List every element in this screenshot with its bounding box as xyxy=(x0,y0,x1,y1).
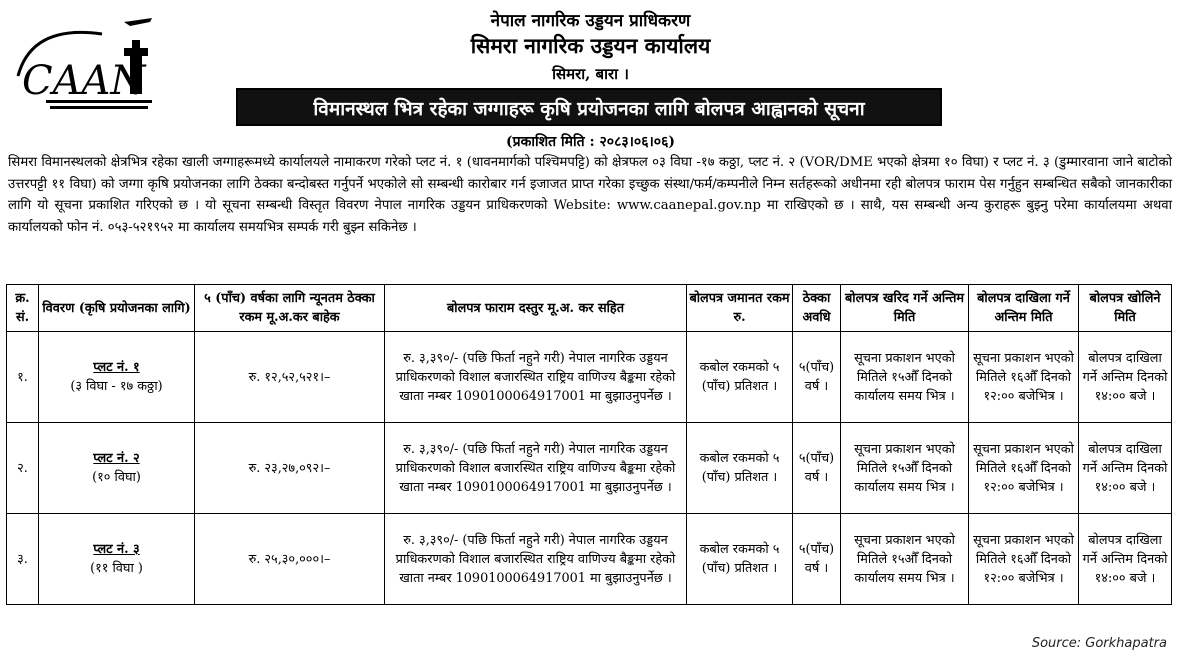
cell-purchase-deadline: सूचना प्रकाशन भएको मितिले १५औँ दिनको कार्यालय समय भित्र । xyxy=(841,332,969,423)
col-header-opening-date: बोलपत्र खोलिने मिति xyxy=(1079,285,1172,332)
logo-text: CAAN xyxy=(22,58,146,104)
col-header-submit-deadline: बोलपत्र दाखिला गर्ने अन्तिम मिति xyxy=(969,285,1079,332)
cell-submit-deadline: सूचना प्रकाशन भएको मितिले १६औँ दिनको १२:०० बजेभित्र । xyxy=(969,332,1079,423)
plot-number: प्लट नं. ३ xyxy=(93,542,140,557)
cell-sn: ३. xyxy=(7,514,39,605)
col-header-min-amount: ५ (पाँच) वर्षका लागि न्यूनतम ठेक्का रकम मू.अ.कर बाहेक xyxy=(195,285,385,332)
cell-submit-deadline: सूचना प्रकाशन भएको मितिले १६औँ दिनको १२:०० बजेभित्र । xyxy=(969,423,1079,514)
cell-sn: २. xyxy=(7,423,39,514)
cell-opening-date: बोलपत्र दाखिला गर्ने अन्तिम दिनको १४:०० बजे । xyxy=(1079,514,1172,605)
cell-form-fee: रु. ३,३९०/- (पछि फिर्ता नहुने गरी) नेपाल नागरिक उड्डयन प्राधिकरणको विशाल बजारस्थित राष्ट्रिय वाणिज्य बैङ्कमा रहेको खाता नम्बर 1090100064917001 मा बुझाउनुपर्नेछ । xyxy=(385,423,687,514)
cell-form-fee: रु. ३,३९०/- (पछि फिर्ता नहुने गरी) नेपाल नागरिक उड्डयन प्राधिकरणको विशाल बजारस्थित राष्ट्रिय वाणिज्य बैङ्कमा रहेको खाता नम्बर 1090100064917001 मा बुझाउनुपर्नेछ । xyxy=(385,514,687,605)
col-header-description: विवरण (कृषि प्रयोजनका लागि) xyxy=(39,285,195,332)
cell-deposit: कबोल रकमको ५ (पाँच) प्रतिशत । xyxy=(687,514,793,605)
cell-form-fee: रु. ३,३९०/- (पछि फिर्ता नहुने गरी) नेपाल नागरिक उड्डयन प्राधिकरणको विशाल बजारस्थित राष्ट्रिय वाणिज्य बैङ्कमा रहेको खाता नम्बर 1090100064917001 मा बुझाउनुपर्नेछ । xyxy=(385,332,687,423)
cell-period: ५(पाँच) वर्ष । xyxy=(793,332,841,423)
plot-number: प्लट नं. १ xyxy=(93,360,140,375)
table-header-row xyxy=(7,285,1172,332)
notice-title: विमानस्थल भित्र रहेका जग्गाहरू कृषि प्रयोजनका लागि बोलपत्र आह्वानको सूचना xyxy=(236,88,942,126)
cell-purchase-deadline: सूचना प्रकाशन भएको मितिले १५औँ दिनको कार्यालय समय भित्र । xyxy=(841,514,969,605)
col-header-purchase-deadline: बोलपत्र खरिद गर्ने अन्तिम मिति xyxy=(841,285,969,332)
cell-min-amount: रु. २५,३०,०००।– xyxy=(195,514,385,605)
cell-deposit: कबोल रकमको ५ (पाँच) प्रतिशत । xyxy=(687,423,793,514)
cell-min-amount: रु. २३,२७,०९२।– xyxy=(195,423,385,514)
cell-period: ५(पाँच) वर्ष । xyxy=(793,423,841,514)
col-header-period: ठेक्का अवधि xyxy=(793,285,841,332)
published-date: (प्रकाशित मिति : २०८३।०६।०६) xyxy=(506,134,675,150)
plot-area: (११ विघा ) xyxy=(90,561,143,576)
cell-purchase-deadline: सूचना प्रकाशन भएको मितिले १५औँ दिनको कार्यालय समय भित्र । xyxy=(841,423,969,514)
tender-table xyxy=(6,284,1172,605)
table-row xyxy=(7,423,1172,514)
cell-submit-deadline: सूचना प्रकाशन भएको मितिले १६औँ दिनको १२:०० बजेभित्र । xyxy=(969,514,1079,605)
cell-period: ५(पाँच) वर्ष । xyxy=(793,514,841,605)
cell-description xyxy=(39,332,195,423)
office-name: सिमरा नागरिक उड्डयन कार्यालय xyxy=(470,33,711,58)
source-credit: Source: Gorkhapatra xyxy=(1031,636,1167,651)
plot-number: प्लट नं. २ xyxy=(93,451,140,466)
plot-area: (१० विघा) xyxy=(92,470,141,485)
cell-opening-date: बोलपत्र दाखिला गर्ने अन्तिम दिनको १४:०० बजे । xyxy=(1079,332,1172,423)
table-row xyxy=(7,332,1172,423)
org-name: नेपाल नागरिक उड्डयन प्राधिकरण xyxy=(490,11,691,31)
cell-description xyxy=(39,423,195,514)
cell-opening-date: बोलपत्र दाखिला गर्ने अन्तिम दिनको १४:०० बजे । xyxy=(1079,423,1172,514)
notice-body: सिमरा विमानस्थलको क्षेत्रभित्र रहेका खाली जग्गाहरूमध्ये कार्यालयले नामाकरण गरेको प्लट नं. १ (धावनमार्गको पश्चिमपट्टि) को क्षेत्रफल ०३ विघा -१७ कठ्ठा, प्लट नं. २ (VOR/DME भएको क्षेत्रमा १० विघा) र प्लट नं. ३ (डुम्मारवाना जाने बाटोको उत्तरपट्टी ११ विघा) को जग्गा कृषि प्रयोजनका लागि ठेक्का बन्दोबस्त गर्नुपर्ने भएकोले सो सम्बन्धी कारोबार गर्न इजाजत प्राप्त गरेका इच्छुक संस्था/फर्म/कम्पनीले निम्न सर्तहरूको अधीनमा रही बोलपत्र फाराम पेस गर्नुहुन सम्बन्धित सबैको जानकारीका लागि यो सूचना प्रकाशित गरिएको छ । यो सूचना सम्बन्धी विस्तृत विवरण नेपाल नागरिक उड्डयन प्राधिकरणको Website: www.caanepal.gov.np मा राखिएको छ । साथै, यस सम्बन्धी अन्य कुराहरू बुझ्नु परेमा कार्यालयमा अथवा कार्यालयको फोन नं. ०५३-५२१९५२ मा कार्यालय समयभित्र सम्पर्क गरी बुझ्न सकिनेछ । xyxy=(8,155,1172,235)
cell-min-amount: रु. १२,५२,५२१।– xyxy=(195,332,385,423)
plot-area: (३ विघा - १७ कठ्ठा) xyxy=(70,379,163,394)
table-row xyxy=(7,514,1172,605)
cell-sn: १. xyxy=(7,332,39,423)
cell-description xyxy=(39,514,195,605)
col-header-deposit: बोलपत्र जमानत रकम रु. xyxy=(687,285,793,332)
col-header-sn: क्र. सं. xyxy=(7,285,39,332)
cell-deposit: कबोल रकमको ५ (पाँच) प्रतिशत । xyxy=(687,332,793,423)
office-address: सिमरा, बारा । xyxy=(552,65,629,83)
col-header-form-fee: बोलपत्र फाराम दस्तुर मू.अ. कर सहित xyxy=(385,285,687,332)
